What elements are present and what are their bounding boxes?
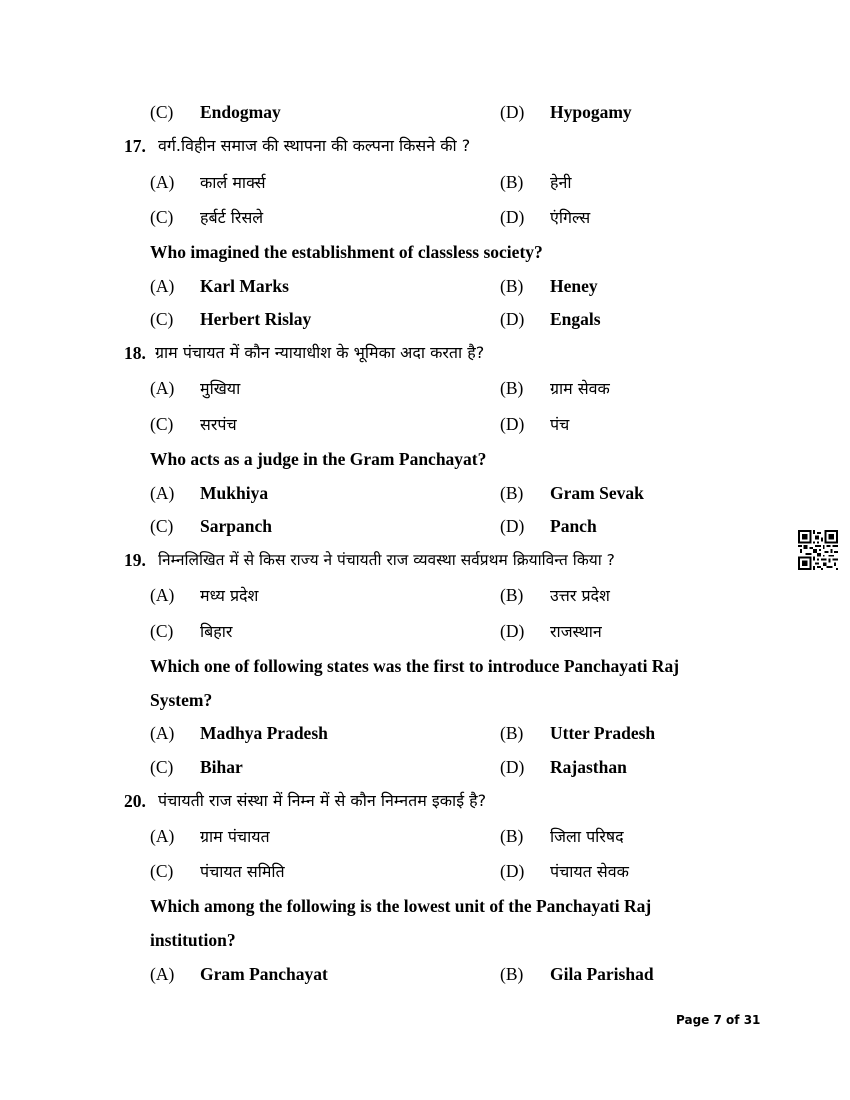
question-text-hindi: निम्नलिखित में से किस राज्य ने पंचायती राज व्यवस्था सर्वप्रथम क्रियाविन्त किया ? [158,551,615,569]
option-d: (D) Engals [500,309,601,329]
option-a: (A) Gram Panchayat [150,964,328,984]
option-d: (D) Hypogamy [500,102,632,122]
option-d-hindi: (D) पंच [500,414,570,434]
option-c: (C) Herbert Rislay [150,309,312,329]
question-text-english: Which among the following is the lowest unit of the Panchayati Raj [150,896,652,916]
question-text-english: Who imagined the establishment of classless society? [150,242,543,262]
option-d-hindi: (D) एंगिल्स [500,207,591,227]
option-a-hindi: (A) मध्य प्रदेश [150,585,259,605]
option-d-hindi: (D) राजस्थान [500,621,602,641]
question-number: 18. [124,343,146,363]
qr-code-icon [798,530,838,570]
question-text-hindi: वर्ग.विहीन समाज की स्थापना की कल्पना किसने की ? [158,136,471,155]
option-c: (C) Endogmay [150,102,281,122]
option-b-hindi: (B) उत्तर प्रदेश [500,585,610,605]
page-word: Page [676,1013,710,1027]
question-text-hindi: पंचायती राज संस्था में निम्न में से कौन निम्नतम इकाई है? [158,791,487,810]
option-d: (D) Panch [500,516,597,536]
option-b-hindi: (B) जिला परिषद [500,826,624,846]
question-number: 20. [124,791,146,811]
option-a-hindi: (A) ग्राम पंचायत [150,826,270,846]
option-a-hindi: (A) कार्ल मार्क्स [150,172,266,192]
option-a: (A) Madhya Pradesh [150,723,328,743]
option-a: (A) Mukhiya [150,483,269,503]
page-current: 7 [713,1013,722,1027]
option-b: (B) Utter Pradesh [500,723,656,743]
question-number: 17. [124,136,146,156]
option-a: (A) Karl Marks [150,276,289,296]
option-d-hindi: (D) पंचायत सेवक [500,861,629,881]
option-b: (B) Heney [500,276,598,296]
option-c-hindi: (C) हर्बर्ट रिसले [150,207,264,227]
question-text-english-continued: System? [150,690,213,710]
option-c-hindi: (C) बिहार [150,621,233,641]
option-b: (B) Gram Sevak [500,483,644,503]
option-a-hindi: (A) मुखिया [150,378,241,398]
option-b: (B) Gila Parishad [500,964,654,984]
option-b-hindi: (B) ग्राम सेवक [500,378,610,398]
question-text-english: Who acts as a judge in the Gram Panchayat? [150,449,487,469]
of-word: of [726,1013,740,1027]
question-text-english-continued: institution? [150,930,236,950]
option-b-hindi: (B) हेनी [500,172,572,192]
page-total: 31 [743,1013,761,1027]
option-c: (C) Sarpanch [150,516,272,536]
question-text-hindi: ग्राम पंचायत में कौन न्यायाधीश के भूमिका अदा करता है? [155,343,485,362]
page-number [676,1013,760,1027]
option-c-hindi: (C) पंचायत समिति [150,861,285,881]
question-number: 19. [124,550,146,570]
option-c: (C) Bihar [150,757,243,777]
option-c-hindi: (C) सरपंच [150,414,237,434]
option-d: (D) Rajasthan [500,757,627,777]
question-text-english: Which one of following states was the first to introduce Panchayati Raj [150,656,680,676]
